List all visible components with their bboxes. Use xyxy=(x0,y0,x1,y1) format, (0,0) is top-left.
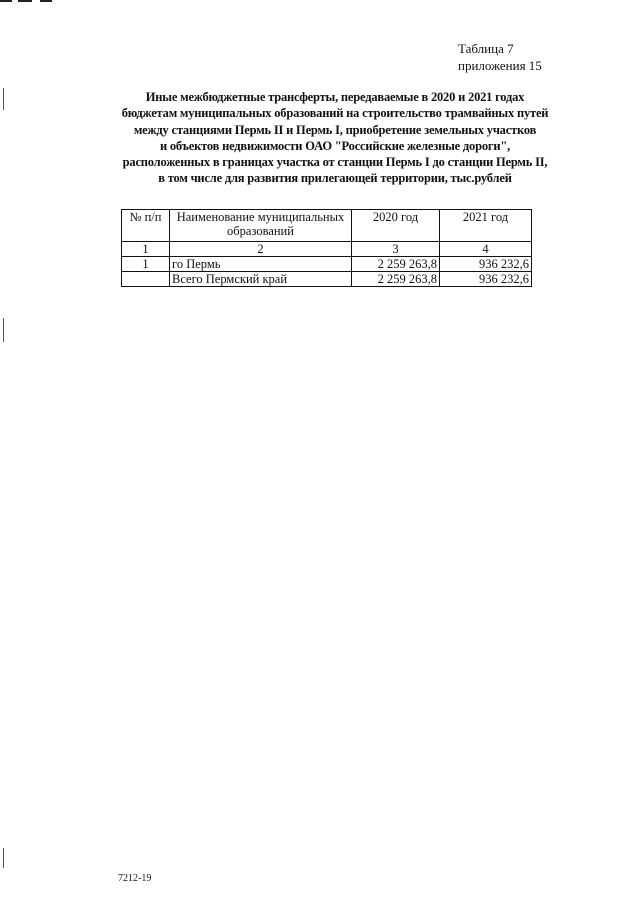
scan-artifact xyxy=(40,0,52,2)
row-number xyxy=(122,272,170,287)
title-line: и объектов недвижимости ОАО "Российские железные дороги", xyxy=(159,138,511,153)
column-number: 3 xyxy=(352,242,440,257)
table-total-row xyxy=(122,272,532,287)
row-number: 1 xyxy=(122,257,170,272)
municipality-name: го Пермь xyxy=(170,257,352,272)
column-number: 1 xyxy=(122,242,170,257)
header-municipality: Наименование муниципальных образований xyxy=(170,210,352,242)
document-code: 7212-19 xyxy=(118,873,152,884)
scan-edge-mark xyxy=(3,848,4,868)
header-2021: 2021 год xyxy=(440,210,532,242)
transfers-table xyxy=(121,209,532,287)
scan-artifact xyxy=(0,0,12,2)
table-row xyxy=(122,257,532,272)
scan-edge-mark xyxy=(3,318,4,342)
header-number: № п/п xyxy=(122,210,170,242)
table-number: Таблица 7 xyxy=(458,41,514,56)
scan-edge-mark xyxy=(3,88,4,110)
title-line: в том числе для развития прилегающей территории, тыс.рублей xyxy=(158,171,512,186)
document-title xyxy=(98,89,572,187)
column-number: 4 xyxy=(440,242,532,257)
header-2020: 2020 год xyxy=(352,210,440,242)
total-2020: 2 259 263,8 xyxy=(352,272,440,287)
title-line: между станциями Пермь II и Пермь I, приобретение земельных участков xyxy=(133,122,537,137)
amount-2021: 936 232,6 xyxy=(440,257,532,272)
appendix-number: приложения 15 xyxy=(458,58,542,73)
table-reference xyxy=(458,40,618,74)
column-number: 2 xyxy=(170,242,352,257)
title-line: Иные межбюджетные трансферты, передаваемые в 2020 и 2021 годах xyxy=(145,90,525,104)
column-number-row xyxy=(122,242,532,257)
total-label: Всего Пермский край xyxy=(170,272,352,287)
title-line: расположенных в границах участка от станции Пермь I до станции Пермь II, xyxy=(122,155,548,170)
amount-2020: 2 259 263,8 xyxy=(352,257,440,272)
scan-artifact xyxy=(18,0,32,2)
title-line: бюджетам муниципальных образований на строительство трамвайных путей xyxy=(121,106,549,121)
table-header-row xyxy=(122,210,532,242)
total-2021: 936 232,6 xyxy=(440,272,532,287)
